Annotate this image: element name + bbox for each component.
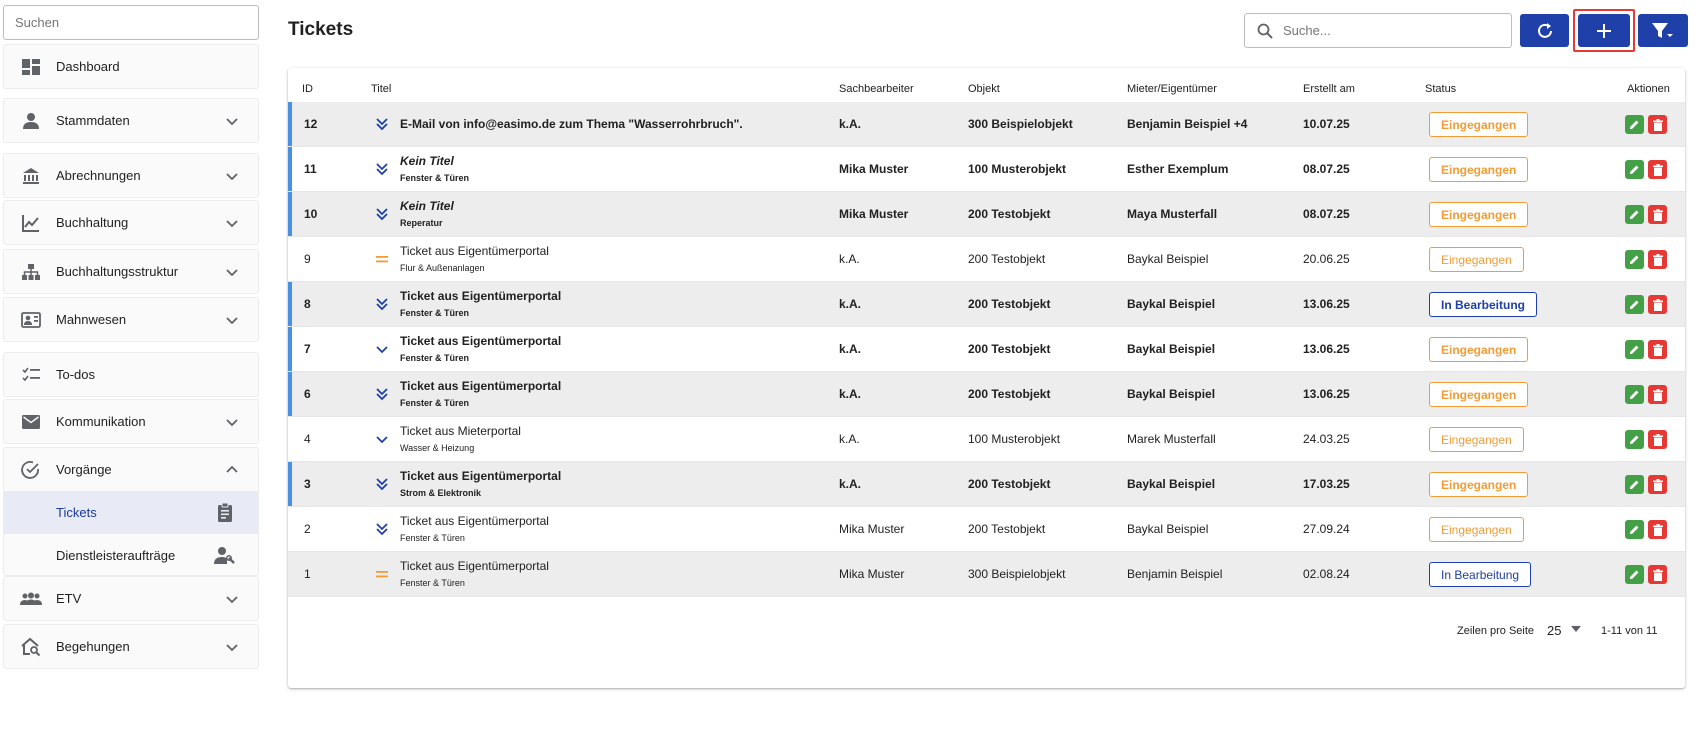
sidebar-item-label: ETV (56, 591, 82, 606)
unread-indicator (288, 102, 292, 146)
sidebar-item-dashboard[interactable] (3, 44, 259, 89)
task-check-icon (20, 459, 42, 481)
cell-object: 200 Testobjekt (968, 477, 1051, 491)
cell-category: Reperatur (400, 218, 443, 228)
status-badge: Eingegangen (1429, 247, 1524, 272)
cell-title[interactable]: Kein Titel (400, 199, 454, 213)
priority-high-icon (374, 161, 390, 177)
status-badge: Eingegangen (1429, 112, 1528, 137)
cell-agent: k.A. (839, 297, 862, 311)
cell-object: 300 Beispielobjekt (968, 117, 1073, 131)
trash-icon (1653, 434, 1663, 446)
cell-date: 13.06.25 (1303, 342, 1350, 356)
unread-indicator (288, 372, 292, 416)
sidebar-item-label: Begehungen (56, 639, 130, 654)
unread-indicator (288, 282, 292, 326)
cell-date: 10.07.25 (1303, 117, 1350, 131)
cell-object: 100 Musterobjekt (968, 162, 1067, 176)
pencil-icon (1629, 434, 1640, 445)
status-badge: Eingegangen (1429, 427, 1524, 452)
cell-agent: k.A. (839, 387, 862, 401)
search-icon (1257, 23, 1273, 39)
cell-id: 1 (304, 567, 311, 581)
person-badge-icon (20, 110, 42, 132)
edit-button[interactable] (1625, 565, 1644, 584)
sidebar-item-label: Vorgänge (56, 462, 112, 477)
cell-title[interactable]: E-Mail von info@easimo.de zum Thema "Wasserrohrbruch". (400, 117, 743, 131)
edit-button[interactable] (1625, 385, 1644, 404)
ticket-search-input[interactable] (1244, 13, 1512, 48)
sidebar-item-vorgaenge[interactable] (4, 448, 258, 491)
cell-category: Fenster & Türen (400, 533, 465, 543)
cell-object: 300 Beispielobjekt (968, 567, 1066, 581)
pencil-icon (1629, 479, 1640, 490)
pencil-icon (1629, 344, 1640, 355)
unread-indicator (288, 147, 292, 191)
delete-button[interactable] (1648, 385, 1667, 404)
priority-high-icon (374, 476, 390, 492)
edit-button[interactable] (1625, 115, 1644, 134)
sidebar-item-kommunikation[interactable] (3, 399, 259, 444)
table-row[interactable] (288, 147, 1685, 192)
status-badge: Eingegangen (1429, 157, 1528, 182)
delete-button[interactable] (1648, 205, 1667, 224)
delete-button[interactable] (1648, 520, 1667, 539)
cell-id: 2 (304, 522, 311, 536)
cell-tenant: Baykal Beispiel (1127, 477, 1216, 491)
cell-agent: k.A. (839, 342, 862, 356)
cell-tenant: Baykal Beispiel (1127, 297, 1216, 311)
cell-id: 3 (304, 477, 311, 491)
hierarchy-icon (20, 261, 42, 283)
cell-category: Fenster & Türen (400, 353, 470, 363)
delete-button[interactable] (1648, 295, 1667, 314)
cell-title[interactable]: Kein Titel (400, 154, 454, 168)
chevron-down-icon (224, 414, 240, 430)
delete-button[interactable] (1648, 475, 1667, 494)
sidebar-item-label: Stammdaten (56, 113, 130, 128)
cell-object: 200 Testobjekt (968, 207, 1051, 221)
trash-icon (1653, 569, 1663, 581)
cell-id: 10 (304, 207, 318, 221)
cell-title[interactable]: Ticket aus Mieterportal (400, 424, 521, 438)
dropdown-arrow-icon[interactable] (1571, 626, 1581, 632)
pencil-icon (1629, 164, 1640, 175)
cell-tenant: Benjamin Beispiel +4 (1127, 117, 1248, 131)
cell-tenant: Maya Musterfall (1127, 207, 1218, 221)
cell-id: 7 (304, 342, 311, 356)
sidebar-item-buchhaltungsstruktur[interactable] (3, 249, 259, 294)
delete-button[interactable] (1648, 430, 1667, 449)
status-badge: Eingegangen (1429, 517, 1524, 542)
priority-high-icon (374, 116, 390, 132)
priority-medium-icon (374, 251, 390, 267)
cell-id: 12 (304, 117, 318, 131)
chevron-down-icon (224, 591, 240, 607)
rows-per-page-select[interactable]: 25 (1547, 623, 1562, 638)
table-row[interactable] (288, 102, 1685, 147)
cell-object: 200 Testobjekt (968, 252, 1046, 266)
sidebar-subitem-label: Dienstleisteraufträge (56, 548, 176, 563)
trash-icon (1653, 344, 1663, 356)
refresh-icon (1535, 21, 1555, 41)
cell-object: 200 Testobjekt (968, 342, 1051, 356)
pencil-icon (1629, 209, 1640, 220)
cell-title[interactable]: Ticket aus Eigentümerportal (400, 379, 562, 393)
dashboard-icon (20, 56, 42, 78)
mail-icon (20, 411, 42, 433)
table-row[interactable] (288, 282, 1685, 327)
sidebar (0, 0, 262, 730)
pencil-icon (1629, 389, 1640, 400)
trash-icon (1653, 479, 1663, 491)
column-header-sachbearbeiter[interactable]: Sachbearbeiter (839, 83, 914, 95)
status-badge: In Bearbeitung (1429, 292, 1537, 317)
delete-button[interactable] (1648, 160, 1667, 179)
sidebar-item-etv[interactable] (3, 576, 259, 621)
trash-icon (1653, 299, 1663, 311)
priority-low-icon (374, 341, 390, 357)
sidebar-subitem-dienstleisterauftraege[interactable] (4, 534, 258, 577)
sidebar-item-label: To-dos (56, 367, 96, 382)
sidebar-item-label: Buchhaltungsstruktur (56, 264, 179, 279)
column-header-objekt[interactable]: Objekt (968, 83, 1000, 95)
contact-card-icon (20, 309, 42, 331)
cell-agent: Mika Muster (839, 522, 905, 536)
cell-object: 200 Testobjekt (968, 522, 1046, 536)
pencil-icon (1629, 119, 1640, 130)
cell-title[interactable]: Ticket aus Eigentümerportal (400, 559, 549, 573)
add-ticket-button[interactable] (1578, 14, 1630, 47)
refresh-button[interactable] (1520, 14, 1569, 47)
table-row[interactable] (288, 327, 1685, 372)
cell-category: Fenster & Türen (400, 173, 470, 183)
edit-button[interactable] (1625, 430, 1644, 449)
status-badge: Eingegangen (1429, 382, 1528, 407)
filter-button[interactable] (1638, 14, 1688, 47)
cell-agent: k.A. (839, 117, 862, 131)
cell-date: 08.07.25 (1303, 207, 1350, 221)
pencil-icon (1629, 524, 1640, 535)
tickets-table (288, 68, 1685, 688)
trash-icon (1653, 164, 1663, 176)
cell-id: 9 (304, 252, 311, 266)
sidebar-subitem-label: Tickets (56, 505, 97, 520)
cell-agent: Mika Muster (839, 567, 905, 581)
edit-button[interactable] (1625, 295, 1644, 314)
sidebar-item-buchhaltung[interactable] (3, 200, 259, 245)
sidebar-item-label: Abrechnungen (56, 168, 141, 183)
status-badge: Eingegangen (1429, 337, 1528, 362)
trash-icon (1653, 119, 1663, 131)
cell-tenant: Baykal Beispiel (1127, 342, 1216, 356)
cell-object: 200 Testobjekt (968, 387, 1051, 401)
chevron-down-icon (224, 639, 240, 655)
priority-medium-icon (374, 566, 390, 582)
edit-button[interactable] (1625, 475, 1644, 494)
priority-high-icon (374, 296, 390, 312)
cell-title[interactable]: Ticket aus Eigentümerportal (400, 244, 549, 258)
cell-date: 27.09.24 (1303, 522, 1350, 536)
chevron-down-icon (224, 168, 240, 184)
cell-date: 17.03.25 (1303, 477, 1350, 491)
unread-indicator (288, 192, 292, 236)
cell-agent: Mika Muster (839, 162, 909, 176)
table-row[interactable] (288, 192, 1685, 237)
sidebar-item-label: Kommunikation (56, 414, 146, 429)
table-pagination (288, 608, 1685, 652)
sidebar-item-stammdaten[interactable] (3, 98, 259, 143)
cell-category: Flur & Außenanlagen (400, 263, 485, 273)
sidebar-group-vorgaenge (3, 447, 259, 576)
column-header-mieter[interactable]: Mieter/Eigentümer (1127, 83, 1217, 95)
cell-title[interactable]: Ticket aus Eigentümerportal (400, 289, 562, 303)
cell-object: 100 Musterobjekt (968, 432, 1061, 446)
pencil-icon (1629, 254, 1640, 265)
cell-date: 13.06.25 (1303, 297, 1350, 311)
table-row[interactable] (288, 417, 1685, 462)
cell-category: Wasser & Heizung (400, 443, 475, 453)
page-title: Tickets (288, 19, 354, 40)
edit-button[interactable] (1625, 250, 1644, 269)
delete-button[interactable] (1648, 565, 1667, 584)
column-header-id[interactable]: ID (302, 83, 313, 95)
clipboard-icon (214, 502, 236, 524)
chevron-down-icon (224, 312, 240, 328)
table-row[interactable] (288, 372, 1685, 417)
status-badge: Eingegangen (1429, 202, 1528, 227)
sidebar-subitem-tickets[interactable] (4, 491, 258, 534)
chart-line-icon (20, 212, 42, 234)
sidebar-item-label: Mahnwesen (56, 312, 127, 327)
column-header-status[interactable]: Status (1425, 83, 1457, 95)
priority-high-icon (374, 521, 390, 537)
cell-id: 4 (304, 432, 311, 446)
group-icon (20, 588, 42, 610)
filter-icon (1651, 21, 1675, 41)
priority-low-icon (374, 431, 390, 447)
column-header-aktionen: Aktionen (1627, 83, 1670, 95)
trash-icon (1653, 524, 1663, 536)
column-header-titel[interactable]: Titel (371, 83, 392, 95)
cell-category: Strom & Elektronik (400, 488, 482, 498)
cell-date: 02.08.24 (1303, 567, 1350, 581)
table-row[interactable] (288, 552, 1685, 597)
table-row[interactable] (288, 237, 1685, 282)
pagination-range: 1-11 von 11 (1601, 625, 1658, 637)
cell-id: 11 (304, 162, 317, 176)
delete-button[interactable] (1648, 115, 1667, 134)
bank-icon (20, 165, 42, 187)
cell-agent: k.A. (839, 432, 860, 446)
cell-agent: k.A. (839, 477, 862, 491)
edit-button[interactable] (1625, 520, 1644, 539)
edit-button[interactable] (1625, 340, 1644, 359)
cell-agent: Mika Muster (839, 207, 909, 221)
plus-icon (1596, 23, 1612, 39)
chevron-down-icon (224, 215, 240, 231)
priority-high-icon (374, 386, 390, 402)
table-row[interactable] (288, 462, 1685, 507)
cell-category: Fenster & Türen (400, 308, 470, 318)
sidebar-search-input[interactable]: Suchen (3, 5, 259, 40)
chevron-down-icon (224, 264, 240, 280)
cell-tenant: Benjamin Beispiel (1127, 567, 1223, 581)
chevron-down-icon (224, 113, 240, 129)
cell-id: 8 (304, 297, 311, 311)
trash-icon (1653, 254, 1663, 266)
cell-id: 6 (304, 387, 311, 401)
cell-tenant: Esther Exemplum (1127, 162, 1229, 176)
pencil-icon (1629, 569, 1640, 580)
search-placeholder: Suche... (1283, 23, 1331, 38)
cell-object: 200 Testobjekt (968, 297, 1051, 311)
cell-title[interactable]: Ticket aus Eigentümerportal (400, 334, 562, 348)
cell-category: Fenster & Türen (400, 578, 465, 588)
cell-tenant: Baykal Beispiel (1127, 252, 1209, 266)
column-header-erstellt[interactable]: Erstellt am (1303, 83, 1355, 95)
rows-per-page-label: Zeilen pro Seite (1457, 625, 1535, 637)
priority-high-icon (374, 206, 390, 222)
cell-title[interactable]: Ticket aus Eigentümerportal (400, 514, 549, 528)
cell-agent: k.A. (839, 252, 860, 266)
delete-button[interactable] (1648, 250, 1667, 269)
trash-icon (1653, 209, 1663, 221)
person-wrench-icon (214, 545, 236, 567)
cell-date: 08.07.25 (1303, 162, 1350, 176)
cell-title[interactable]: Ticket aus Eigentümerportal (400, 469, 562, 483)
cell-tenant: Baykal Beispiel (1127, 387, 1216, 401)
sidebar-item-label: Dashboard (56, 59, 120, 74)
sidebar-item-abrechnungen[interactable] (3, 153, 259, 198)
house-search-icon (20, 636, 42, 658)
sidebar-item-label: Buchhaltung (56, 215, 129, 230)
trash-icon (1653, 389, 1663, 401)
status-badge: Eingegangen (1429, 472, 1528, 497)
sidebar-item-mahnwesen[interactable] (3, 297, 259, 342)
status-badge: In Bearbeitung (1429, 562, 1531, 587)
cell-date: 24.03.25 (1303, 432, 1350, 446)
edit-button[interactable] (1625, 205, 1644, 224)
cell-tenant: Marek Musterfall (1127, 432, 1216, 446)
sidebar-item-todos[interactable] (3, 352, 259, 397)
unread-indicator (288, 327, 292, 371)
edit-button[interactable] (1625, 160, 1644, 179)
cell-date: 20.06.25 (1303, 252, 1350, 266)
cell-category: Fenster & Türen (400, 398, 470, 408)
unread-indicator (288, 462, 292, 506)
delete-button[interactable] (1648, 340, 1667, 359)
cell-tenant: Baykal Beispiel (1127, 522, 1209, 536)
sidebar-item-begehungen[interactable] (3, 624, 259, 669)
cell-date: 13.06.25 (1303, 387, 1350, 401)
checklist-icon (20, 364, 42, 386)
chevron-up-icon (224, 462, 240, 478)
pencil-icon (1629, 299, 1640, 310)
table-row[interactable] (288, 507, 1685, 552)
